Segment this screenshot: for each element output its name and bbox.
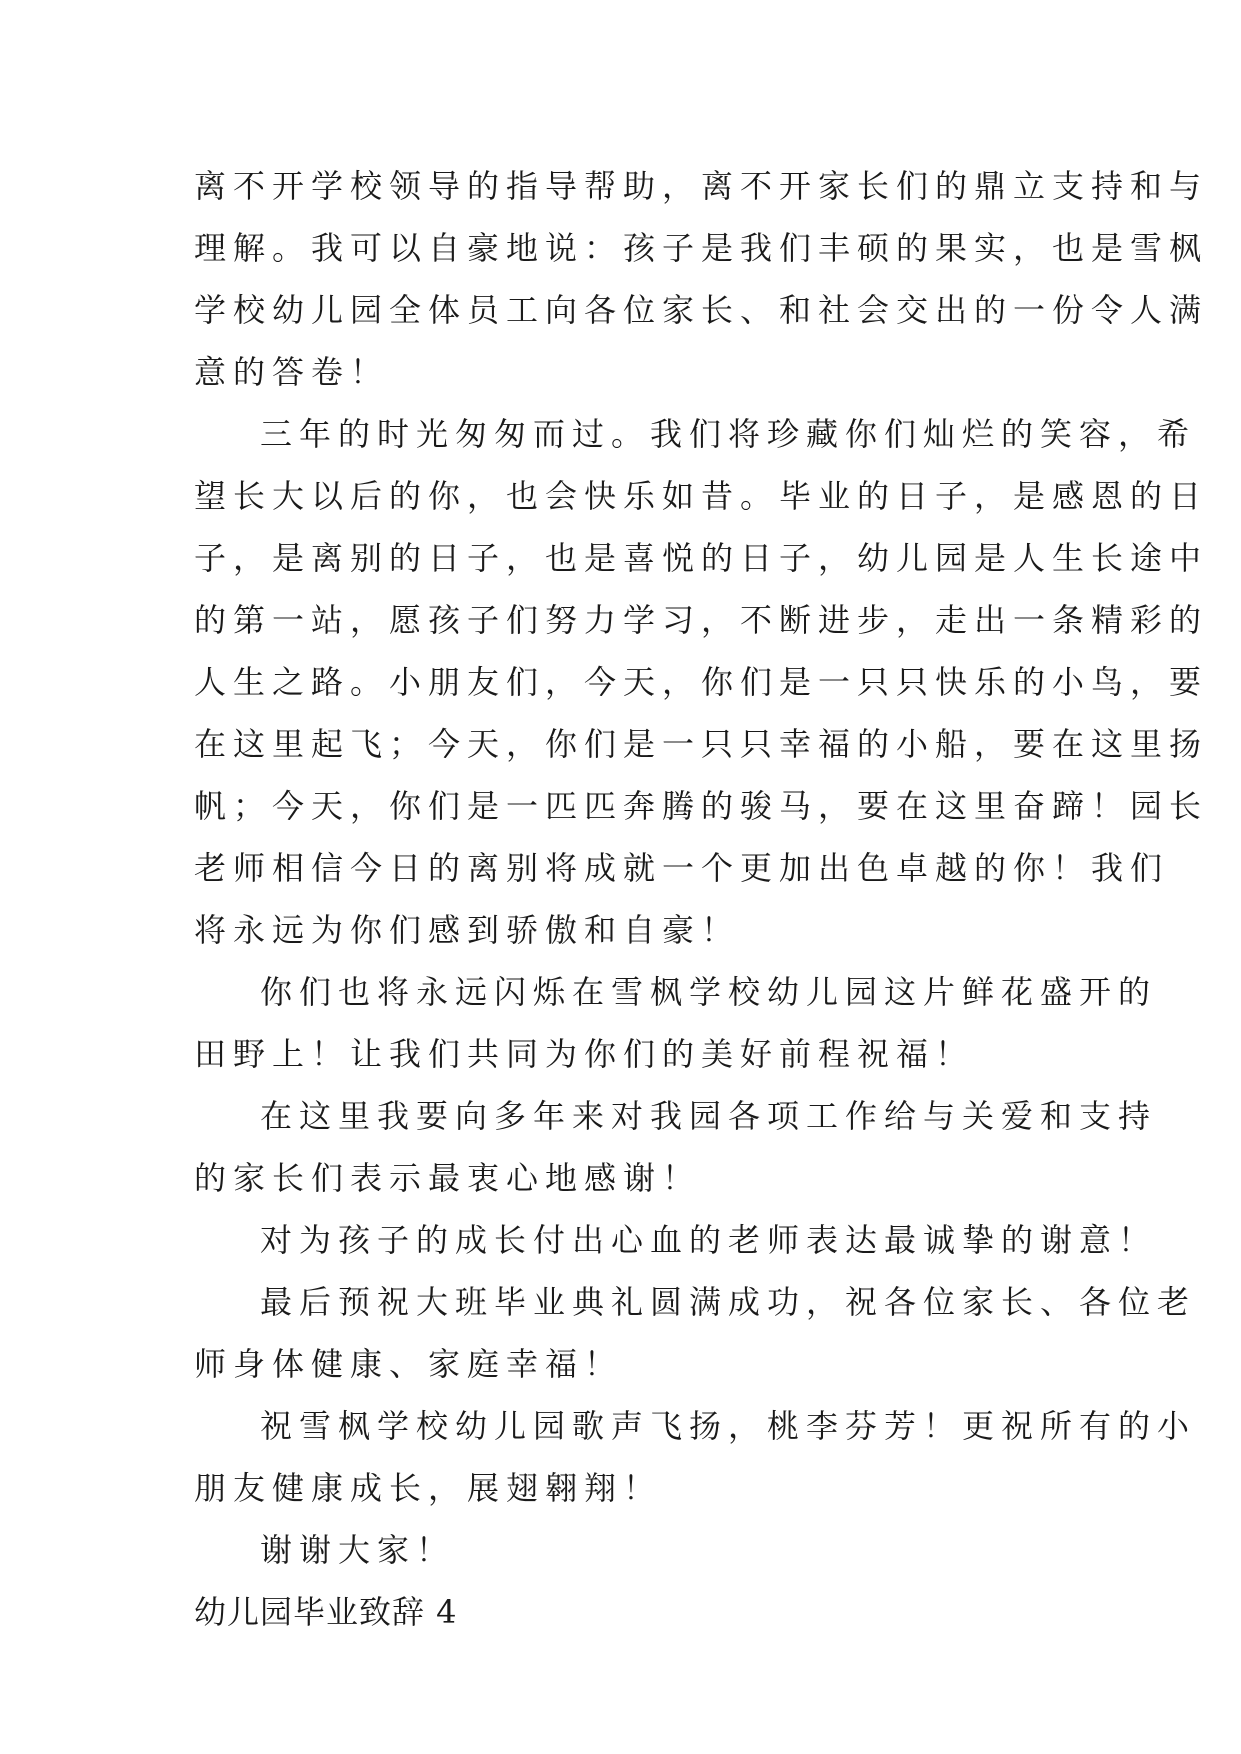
text-line: 老师相信今日的离别将成就一个更加出色卓越的你！我们 [194,849,1170,887]
text-line: 师身体健康、家庭幸福！ [194,1345,624,1383]
text-line: 三年的时光匆匆而过。我们将珍藏你们灿烂的笑容，希 [260,415,1197,453]
text-line: 朋友健康成长，展翅翱翔！ [194,1469,663,1507]
text-line: 学校幼儿园全体员工向各位家长、和社会交出的一份令人满 [194,291,1209,329]
document-body [194,155,1209,1643]
text-line: 子，是离别的日子，也是喜悦的日子，幼儿园是人生长途中 [194,539,1209,577]
text-line: 你们也将永远闪烁在雪枫学校幼儿园这片鲜花盛开的 [260,973,1158,1011]
text-line: 谢谢大家！ [260,1531,456,1569]
text-line: 望长大以后的你，也会快乐如昔。毕业的日子，是感恩的日 [194,477,1209,515]
text-line: 田野上！让我们共同为你们的美好前程祝福！ [194,1035,975,1073]
text-line: 的家长们表示最衷心地感谢！ [194,1159,702,1197]
text-line: 意的答卷！ [194,353,390,391]
text-line: 在这里起飞；今天，你们是一只只幸福的小船，要在这里扬 [194,725,1209,763]
text-line: 帆；今天，你们是一匹匹奔腾的骏马，要在这里奋蹄！园长 [194,787,1209,825]
text-line: 离不开学校领导的指导帮助，离不开家长们的鼎立支持和与 [194,167,1209,205]
text-line: 最后预祝大班毕业典礼圆满成功，祝各位家长、各位老 [260,1283,1197,1321]
text-line: 理解。我可以自豪地说：孩子是我们丰硕的果实，也是雪枫 [194,229,1209,267]
section-title: 幼儿园毕业致辞 4 [194,1593,458,1631]
text-line: 将永远为你们感到骄傲和自豪！ [194,911,741,949]
text-line: 人生之路。小朋友们，今天，你们是一只只快乐的小鸟，要 [194,663,1209,701]
text-line: 对为孩子的成长付出心血的老师表达最诚挚的谢意！ [260,1221,1158,1259]
text-line: 在这里我要向多年来对我园各项工作给与关爱和支持 [260,1097,1158,1135]
text-line: 的第一站，愿孩子们努力学习，不断进步，走出一条精彩的 [194,601,1209,639]
text-line: 祝雪枫学校幼儿园歌声飞扬，桃李芬芳！更祝所有的小 [260,1407,1197,1445]
